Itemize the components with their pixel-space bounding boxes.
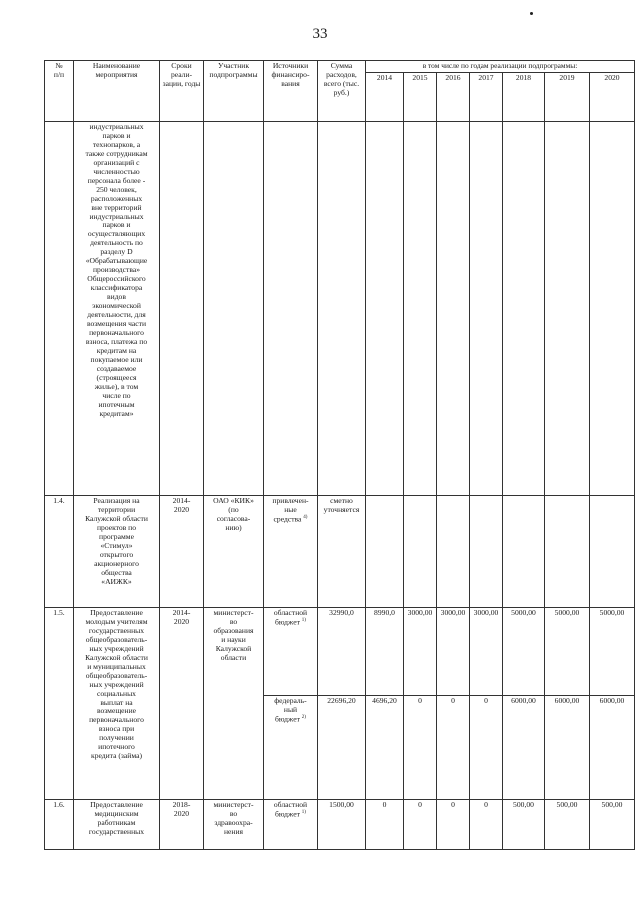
cell-year: 0: [470, 696, 503, 800]
cell-name: индустриальных парков и технопарков, а также сотрудникам организаций с численностью персонала более - 250 человек, расположенных вне территорий индустриальных парков и осуществляющих деятельность по разделу D «Обрабатывающие производства» Общероссийского классификатора видов экономической деятельности, для возмещения части первоначального взноса, платежа по кредитам на покупаемое или создаваемое (строящееся жилье), в том числе по ипотечным кредитам»: [74, 122, 160, 496]
cell-source: [264, 122, 318, 496]
cell-year: [545, 122, 590, 496]
cell-num: 1.5.: [45, 608, 74, 800]
cell-year: 5000,00: [545, 608, 590, 696]
cell-num: 1.4.: [45, 496, 74, 608]
header-total: Сумма расходов, всего (тыс. руб.): [318, 61, 366, 122]
header-by-years: в том числе по годам реализации подпрограммы:: [366, 61, 635, 73]
cell-year: 3000,00: [437, 608, 470, 696]
cell-terms: 2014- 2020: [160, 608, 204, 800]
header-participant: Участник подпрограммы: [204, 61, 264, 122]
cell-num: [45, 122, 74, 496]
cell-year: [366, 496, 404, 608]
cell-year: [437, 496, 470, 608]
cell-year: 500,00: [590, 800, 635, 850]
cell-year: [470, 496, 503, 608]
cell-year: 6000,00: [590, 696, 635, 800]
cell-year: 500,00: [545, 800, 590, 850]
cell-year: 0: [470, 800, 503, 850]
cell-year: [590, 496, 635, 608]
header-num: № п/п: [45, 61, 74, 122]
header-year: 2015: [404, 73, 437, 122]
cell-total: 22696,20: [318, 696, 366, 800]
cell-year: [366, 122, 404, 496]
source-text: областной бюджет: [273, 800, 308, 819]
cell-year: 3000,00: [404, 608, 437, 696]
cell-participant: ОАО «КИК» (по согласова- нию): [204, 496, 264, 608]
cell-year: 0: [437, 696, 470, 800]
table-row-1-4: [45, 496, 635, 608]
cell-year: [545, 496, 590, 608]
source-note: 4): [303, 514, 308, 520]
page-number: 33: [312, 26, 328, 42]
cell-source: [264, 608, 318, 696]
header-name: Наименование мероприятия: [74, 61, 160, 122]
cell-year: [503, 122, 545, 496]
cell-year: [404, 496, 437, 608]
cell-year: 5000,00: [503, 608, 545, 696]
cell-participant: министерст- во здравоохра- нения: [204, 800, 264, 850]
scan-speck: [530, 12, 533, 15]
cell-name: Предоставление медицинским работникам государственных: [74, 800, 160, 850]
cell-year: 4696,20: [366, 696, 404, 800]
cell-year: 8990,0: [366, 608, 404, 696]
source-note: 1): [301, 617, 306, 623]
cell-year: 0: [437, 800, 470, 850]
header-year: 2017: [470, 73, 503, 122]
cell-total: 1500,00: [318, 800, 366, 850]
table-row-continuation: [45, 122, 635, 496]
cell-terms: 2014- 2020: [160, 496, 204, 608]
header-year: 2019: [545, 73, 590, 122]
cell-terms: [160, 122, 204, 496]
cell-name: Реализация на территории Калужской области проектов по программе «Стимул» открытого акционерного общества «АИЖК»: [74, 496, 160, 608]
cell-year: 500,00: [503, 800, 545, 850]
cell-source: [264, 800, 318, 850]
table-row-1-5-regional: [45, 608, 635, 696]
table-row-1-6: [45, 800, 635, 850]
source-text: федераль- ный бюджет: [274, 696, 307, 724]
cell-year: 5000,00: [590, 608, 635, 696]
program-table: [44, 60, 635, 850]
source-note: 2): [301, 714, 306, 720]
cell-total: [318, 122, 366, 496]
cell-total: сметно уточняется: [318, 496, 366, 608]
cell-year: 0: [404, 696, 437, 800]
cell-total: 32990,0: [318, 608, 366, 696]
cell-year: 6000,00: [503, 696, 545, 800]
cell-year: 6000,00: [545, 696, 590, 800]
cell-participant: [204, 122, 264, 496]
cell-num: 1.6.: [45, 800, 74, 850]
cell-year: [404, 122, 437, 496]
source-text: привлечен- ные средства: [272, 496, 309, 524]
header-year: 2016: [437, 73, 470, 122]
header-year: 2020: [590, 73, 635, 122]
cell-year: [470, 122, 503, 496]
header-sources: Источники финансиро-вания: [264, 61, 318, 122]
cell-year: 3000,00: [470, 608, 503, 696]
cell-year: [437, 122, 470, 496]
cell-name: Предоставление молодым учителям государственных общеобразователь- ных учреждений Калужской области и муниципальных общеобразователь- ных учреждений социальных выплат на возмещение первоначального взноса при получении ипотечного кредита (займа): [74, 608, 160, 800]
cell-participant: министерст- во образования и науки Калужской области: [204, 608, 264, 800]
cell-year: 0: [366, 800, 404, 850]
cell-year: [503, 496, 545, 608]
header-year: 2018: [503, 73, 545, 122]
source-text: областной бюджет: [273, 608, 308, 627]
header-year: 2014: [366, 73, 404, 122]
source-note: 1): [301, 809, 306, 815]
cell-source: [264, 496, 318, 608]
cell-year: 0: [404, 800, 437, 850]
cell-terms: 2018- 2020: [160, 800, 204, 850]
header-terms: Сроки реали-зации, годы: [160, 61, 204, 122]
cell-year: [590, 122, 635, 496]
cell-source: [264, 696, 318, 800]
